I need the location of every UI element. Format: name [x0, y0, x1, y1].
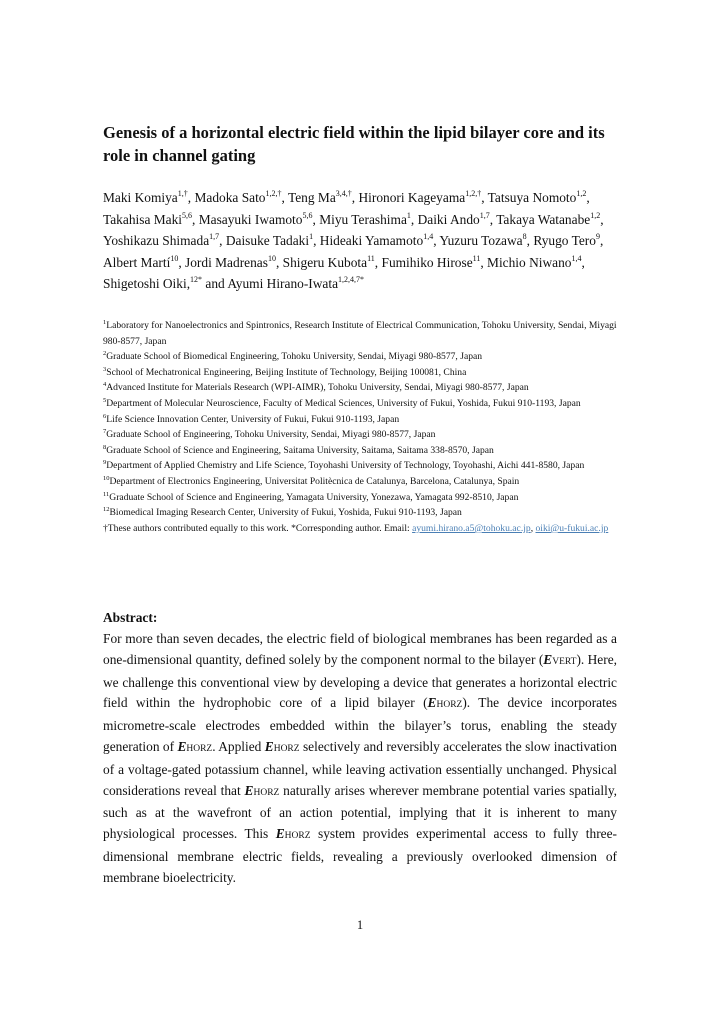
affiliation-number: 5 — [103, 396, 107, 404]
affiliation-item — [103, 349, 623, 365]
author-separator: , — [586, 190, 590, 205]
affiliation-number: 10 — [103, 474, 110, 482]
affiliation-text: Laboratory for Nanoelectronics and Spintronics, Research Institute of Electrical Communication, Tohoku University, Sendai, Miyagi 980-8577, Japan — [103, 320, 617, 347]
author-affiliation-mark: 3,4,† — [335, 189, 352, 198]
email-link-2[interactable]: oiki@u-fukui.ac.jp — [535, 522, 609, 534]
author — [439, 233, 533, 248]
affiliation-text: Graduate School of Biomedical Engineering, Tohoku University, Sendai, Miyagi 980-8577, Japan — [106, 351, 483, 363]
author-separator: , — [281, 190, 288, 205]
affiliation-item — [103, 490, 623, 506]
author-affiliation-mark: 1,2 — [576, 189, 587, 198]
author — [496, 212, 603, 227]
author-name: Shigeru Kubota — [282, 254, 368, 270]
paper-title: Genesis of a horizontal electric field within the lipid bilayer core and its role in channel gating — [103, 123, 605, 165]
author-name: Yuzuru Tozawa — [439, 233, 523, 249]
author-affiliation-mark: 10 — [170, 253, 179, 263]
author — [533, 233, 603, 248]
author-name: Jordi Madrenas — [185, 254, 268, 270]
affiliation-item — [103, 412, 623, 428]
abstract-text: naturally arises wherever membrane potential varies spatially, such as at the wavefront of an action potential, implying that it is inherent to many physiological processes. This — [103, 782, 617, 842]
author-name: Shigetoshi Oiki, — [103, 276, 191, 292]
affiliation-text: Department of Molecular Neuroscience, Faculty of Medical Sciences, University of Fukui, Yoshida, Fukui 910-1193, Japan — [106, 397, 581, 409]
author-separator: , — [178, 254, 186, 270]
author-separator: , — [600, 211, 604, 227]
author — [227, 276, 364, 291]
author-affiliation-mark: 1,4 — [423, 232, 434, 242]
author — [382, 255, 488, 270]
affiliation-item — [103, 396, 623, 412]
affiliation-list — [103, 318, 623, 536]
author — [103, 276, 227, 291]
author-separator: , — [192, 211, 199, 227]
affiliation-item — [103, 474, 623, 490]
author-separator: , — [489, 211, 497, 227]
abstract-text: selectively and reversibly accelerates the slow inactivation of a voltage-gated potassium channel, while leaving activation essentially unchanged. Physical considerations reveal that — [103, 738, 617, 798]
author — [319, 212, 417, 227]
author-affiliation-mark: 11 — [472, 253, 481, 263]
affiliation-item — [103, 505, 623, 521]
author-name: Takahisa Maki — [103, 211, 183, 227]
author-separator: , — [481, 190, 488, 205]
author-separator: , — [433, 233, 440, 249]
affiliation-item — [103, 365, 623, 381]
author — [103, 255, 185, 270]
author-separator: , — [219, 233, 226, 249]
author — [358, 190, 487, 205]
author-separator: , — [581, 254, 585, 270]
author-affiliation-mark: 1,2,† — [265, 189, 282, 198]
author-separator: , — [351, 190, 359, 205]
author-affiliation-mark: 10 — [267, 253, 276, 263]
author-name: Hideaki Yamamoto — [319, 233, 424, 249]
author-separator: , — [599, 233, 604, 249]
author — [288, 190, 358, 205]
author-affiliation-mark: 1,2,4,7* — [338, 275, 365, 285]
author — [226, 233, 320, 248]
author-separator: , — [526, 233, 534, 249]
author-name: Michio Niwano — [487, 254, 572, 270]
e-vert-symbol: EVERT — [543, 651, 577, 667]
author-name: Daisuke Tadaki — [225, 233, 310, 249]
affiliation-number: 9 — [103, 459, 107, 467]
author — [487, 255, 585, 270]
author-name: Ryugo Tero — [533, 233, 596, 249]
author-separator: , — [187, 190, 195, 205]
author-separator: , — [480, 254, 488, 270]
email-link-1[interactable]: ayumi.hirano.a5@tohoku.ac.jp — [412, 522, 531, 534]
notes-text: †These authors contributed equally to this work. *Corresponding author. Email: — [103, 522, 413, 534]
affiliation-number: 6 — [103, 412, 107, 420]
author-list — [103, 187, 623, 295]
author-name: Maki Komiya — [103, 190, 178, 205]
affiliation-text: Advanced Institute for Materials Research (WPI-AIMR), Tohoku University, Sendai, Miyagi 980-8577, Japan — [106, 382, 529, 394]
abstract-heading: Abstract: — [103, 610, 158, 625]
author-name: Masayuki Iwamoto — [198, 211, 303, 227]
author-name: Teng Ma — [287, 190, 336, 205]
e-horz-symbol: EHORZ — [275, 826, 311, 842]
affiliation-item — [103, 318, 623, 349]
author-name: Tatsuya Nomoto — [487, 190, 577, 205]
author — [199, 212, 319, 227]
affiliation-number: 12 — [103, 506, 110, 514]
author-affiliation-mark: 1,2,† — [465, 189, 482, 198]
author — [488, 190, 590, 205]
author-separator: , — [275, 254, 283, 270]
author-affiliation-mark: 12* — [190, 275, 203, 285]
author — [103, 190, 194, 205]
author-separator: and — [202, 276, 228, 292]
author-affiliation-mark: 1,7 — [479, 210, 490, 220]
affiliation-number: 3 — [103, 365, 107, 373]
author-affiliation-mark: 9 — [595, 232, 600, 242]
author-name: Madoka Sato — [194, 190, 266, 205]
affiliation-text: Biomedical Imaging Research Center, University of Fukui, Yoshida, Fukui 910-1193, Japan — [109, 507, 462, 519]
author-name: Miyu Terashima — [319, 211, 407, 227]
author — [103, 233, 226, 248]
author-affiliation-mark: 1,7 — [209, 232, 220, 242]
affiliation-text: Life Science Innovation Center, University of Fukui, Fukui 910-1193, Japan — [106, 413, 400, 425]
affiliation-item — [103, 380, 623, 396]
author-affiliation-mark: 5,6 — [302, 210, 313, 220]
author-separator: , — [374, 254, 382, 270]
notes-separator: , — [530, 522, 534, 534]
e-horz-symbol: EHORZ — [244, 782, 280, 798]
author-name: Yoshikazu Shimada — [103, 233, 210, 249]
author-affiliation-mark: 11 — [367, 253, 375, 263]
author-affiliation-mark: 1,2 — [590, 210, 601, 220]
affiliation-number: 1 — [103, 319, 107, 326]
affiliation-text: Graduate School of Science and Engineering, Saitama University, Saitama, Saitama 338-8570, Japan — [106, 444, 494, 456]
abstract-text: system provides experimental access to fully three-dimensional membrane electric fields, revealing a previously overlooked dimension of membrane bioelectricity. — [103, 826, 618, 885]
author-affiliation-mark: 1,† — [177, 189, 188, 198]
author — [320, 233, 440, 248]
author-name: Ayumi Hirano-Iwata — [227, 276, 339, 292]
author-affiliation-mark: 1 — [406, 210, 411, 220]
abstract-text: ). The device incorporates micrometre-scale electrodes embedded within the bilayer’s torus, enabling the steady generation of — [103, 695, 617, 754]
author — [103, 212, 199, 227]
affiliation-item — [103, 427, 623, 443]
affiliation-number: 11 — [103, 490, 110, 498]
author-separator: , — [313, 233, 320, 249]
author-affiliation-mark: 5,6 — [182, 210, 193, 220]
affiliation-number: 8 — [103, 443, 107, 451]
author-affiliation-mark: 1 — [309, 232, 314, 242]
author-name: Albert Martí — [103, 254, 171, 270]
author — [194, 190, 288, 205]
e-horz-symbol: EHORZ — [264, 738, 300, 754]
author — [283, 255, 382, 270]
affiliation-text: Graduate School of Science and Engineering, Yamagata University, Yonezawa, Yamagata 992-8510, Japan — [109, 491, 519, 503]
author-separator: , — [312, 211, 320, 227]
author-name: Hironori Kageyama — [358, 190, 466, 205]
author — [418, 212, 497, 227]
affiliation-text: Department of Electronics Engineering, Universitat Politècnica de Catalunya, Barcelona, Catalunya, Spain — [109, 475, 520, 487]
abstract-body — [103, 629, 617, 889]
page-number: 1 — [356, 918, 364, 932]
author-separator: , — [410, 211, 418, 227]
e-horz-symbol: EHORZ — [177, 738, 213, 754]
abstract-text: . Applied — [212, 738, 265, 754]
affiliation-text: School of Mechatronical Engineering, Beijing Institute of Technology, Beijing 100081, China — [106, 366, 467, 378]
affiliation-item — [103, 458, 623, 474]
abstract-text: ). Here, we challenge this conventional view by developing a device that generates a horizontal electric field within the hydrophobic core of a lipid bilayer ( — [103, 651, 617, 711]
author-affiliation-mark: 8 — [522, 232, 527, 242]
e-horz-symbol: EHORZ — [427, 695, 463, 711]
affiliation-text: Department of Applied Chemistry and Life Science, Toyohashi University of Technology, Toyohashi, Aichi 441-8580, Japan — [106, 460, 585, 472]
affiliation-text: Graduate School of Engineering, Tohoku University, Sendai, Miyagi 980-8577, Japan — [106, 429, 436, 441]
author-notes — [103, 521, 623, 537]
author-name: Daiki Ando — [417, 211, 480, 227]
author-name: Fumihiko Hirose — [381, 254, 473, 270]
author — [185, 255, 283, 270]
author-name: Takaya Watanabe — [496, 211, 591, 227]
author-affiliation-mark: 1,4 — [571, 253, 582, 263]
abstract-text: For more than seven decades, the electric field of biological membranes has been regarded as a one-dimensional quantity, defined solely by the component normal to the bilayer ( — [103, 631, 617, 667]
affiliation-item — [103, 443, 623, 459]
affiliation-number: 4 — [103, 381, 107, 389]
affiliation-number: 7 — [103, 428, 107, 436]
affiliation-number: 2 — [103, 350, 107, 358]
